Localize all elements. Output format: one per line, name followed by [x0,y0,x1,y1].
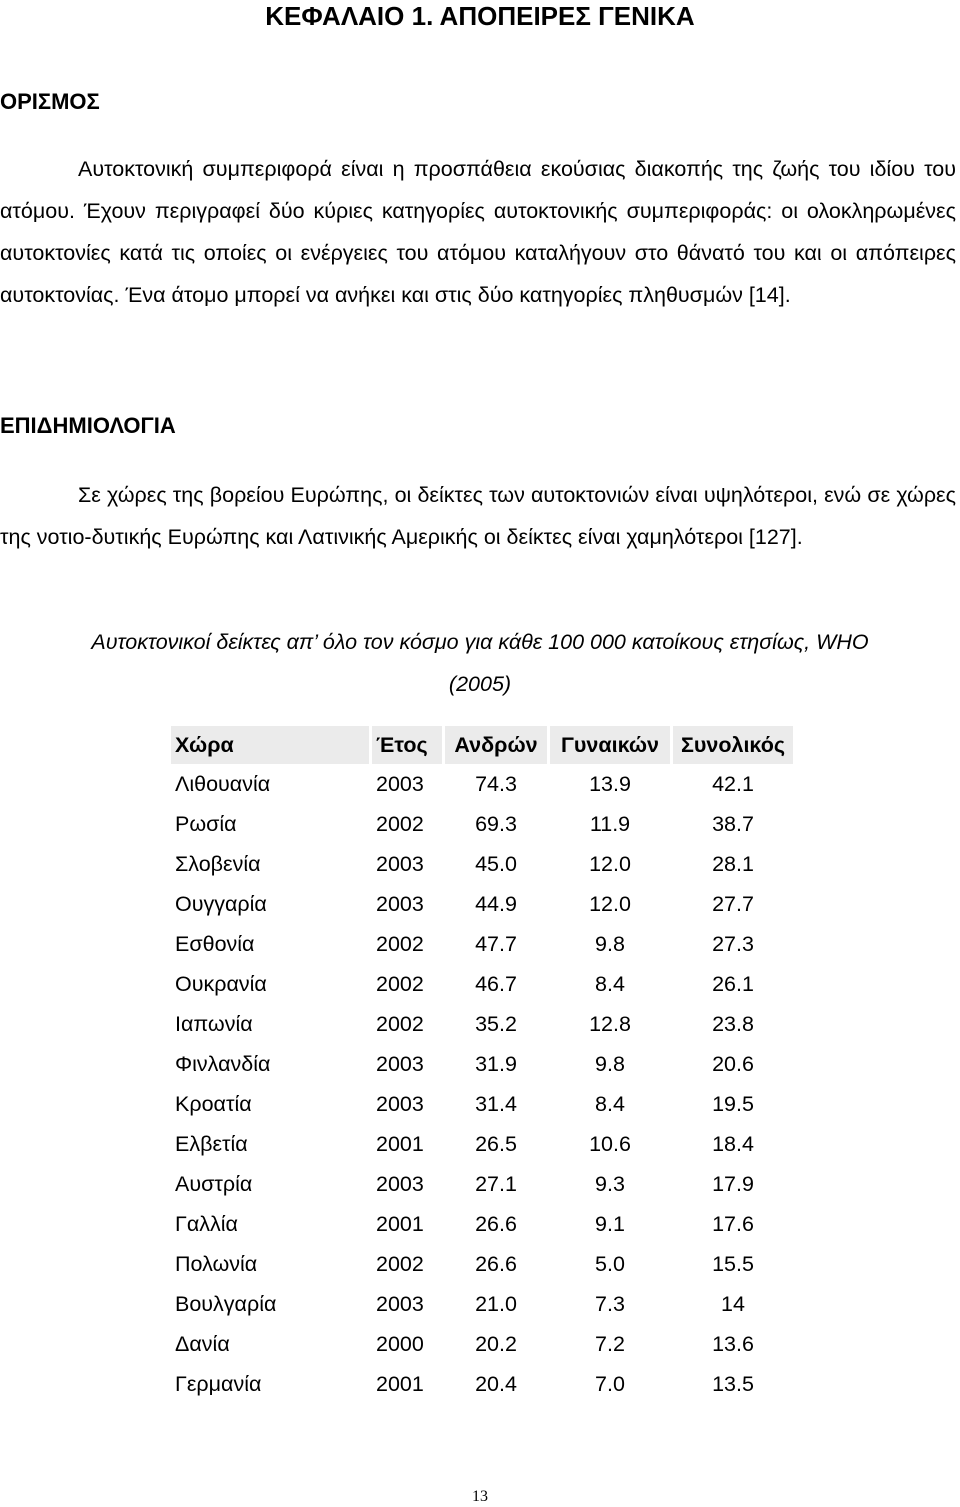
cell-year: 2003 [376,1051,424,1076]
cell-country: Δανία [175,1331,230,1356]
cell-country: Κροατία [175,1091,252,1116]
table-row [171,1004,793,1044]
cell-male: 46.7 [475,971,517,996]
cell-female: 7.3 [595,1291,625,1316]
table-caption-line1: Αυτοκτονικοί δείκτες απ’ όλο τον κόσμο για κάθε 100 000 κατοίκους ετησίως, WHO [91,630,869,654]
cell-female: 12.0 [589,851,631,876]
epidemiology-heading: ΕΠΙΔΗΜΙΟΛΟΓΙΑ [0,413,176,438]
table-header-row [171,726,793,764]
cell-total: 13.6 [712,1331,754,1356]
cell-year: 2002 [376,1251,424,1276]
header-total: Συνολικός [673,726,793,764]
cell-year: 2003 [376,771,424,796]
cell-male: 45.0 [475,851,517,876]
cell-male: 44.9 [475,891,517,916]
cell-female: 8.4 [595,1091,625,1116]
cell-male: 26.6 [475,1211,517,1236]
cell-total: 38.7 [712,811,754,836]
cell-male: 74.3 [475,771,517,796]
cell-female: 12.0 [589,891,631,916]
cell-total: 15.5 [712,1251,754,1276]
table-row [171,1124,793,1164]
table-row [171,1324,793,1364]
cell-total: 17.6 [712,1211,754,1236]
cell-total: 27.7 [712,891,754,916]
cell-year: 2003 [376,1291,424,1316]
header-male: Ανδρών [445,726,547,764]
cell-male: 26.5 [475,1131,517,1156]
table-row [171,924,793,964]
cell-female: 9.3 [595,1171,625,1196]
cell-year: 2002 [376,971,424,996]
cell-country: Ουκρανία [175,971,267,996]
definition-paragraph: Αυτοκτονική συμπεριφορά είναι η προσπάθεια εκούσιας διακοπής της ζωής του ιδίου του ατόμου. Έχουν περιγραφεί δύο κύριες κατηγορίες αυτοκτονικής συμπεριφοράς: οι ολοκληρωμένες αυτοκτονίες κατά τις οποίες οι ενέργειες του ατόμου καταλήγουν στο θάνατό του και οι απόπειρες αυτοκτονίας. Ένα άτομο μπορεί να ανήκει και στις δύο κατηγορίες πληθυσμών [14]. [0,157,956,307]
table-row [171,1164,793,1204]
cell-male: 21.0 [475,1291,517,1316]
cell-male: 47.7 [475,931,517,956]
cell-male: 31.4 [475,1091,517,1116]
cell-male: 69.3 [475,811,517,836]
cell-total: 27.3 [712,931,754,956]
cell-year: 2000 [376,1331,424,1356]
cell-country: Ελβετία [175,1131,248,1156]
cell-total: 20.6 [712,1051,754,1076]
cell-male: 35.2 [475,1011,517,1036]
cell-country: Ουγγαρία [175,891,267,916]
cell-year: 2003 [376,1091,424,1116]
table-row [171,1284,793,1324]
cell-country: Γερμανία [175,1371,262,1396]
cell-male: 31.9 [475,1051,517,1076]
cell-year: 2001 [376,1371,424,1396]
cell-total: 42.1 [712,771,754,796]
cell-country: Ιαπωνία [175,1011,253,1036]
cell-country: Πολωνία [175,1251,258,1276]
table-caption [0,621,960,705]
cell-year: 2003 [376,1171,424,1196]
page-number: 13 [472,1488,488,1505]
cell-total: 17.9 [712,1171,754,1196]
cell-female: 7.2 [595,1331,625,1356]
cell-female: 8.4 [595,971,625,996]
cell-year: 2003 [376,891,424,916]
cell-total: 26.1 [712,971,754,996]
epidemiology-paragraph: Σε χώρες της βορείου Ευρώπης, οι δείκτες των αυτοκτονιών είναι υψηλότεροι, ενώ σε χώρες της νοτιο-δυτικής Ευρώπης και Λατινικής Αμερικής οι δείκτες είναι χαμηλότεροι [127]. [0,483,956,549]
table-row [171,764,793,804]
cell-year: 2001 [376,1131,424,1156]
cell-female: 10.6 [589,1131,631,1156]
table-row [171,884,793,924]
table-row [171,1204,793,1244]
definition-heading: ΟΡΙΣΜΟΣ [0,89,100,114]
header-country: Χώρα [171,726,369,764]
cell-total: 18.4 [712,1131,754,1156]
cell-female: 13.9 [589,771,631,796]
chapter-title: ΚΕΦΑΛΑΙΟ 1. ΑΠΟΠΕΙΡΕΣ ΓΕΝΙΚΑ [265,1,695,31]
cell-total: 13.5 [712,1371,754,1396]
cell-female: 9.1 [595,1211,625,1236]
cell-female: 11.9 [589,811,631,836]
cell-male: 26.6 [475,1251,517,1276]
cell-year: 2002 [376,931,424,956]
cell-country: Φινλανδία [175,1051,271,1076]
cell-year: 2002 [376,1011,424,1036]
cell-year: 2002 [376,811,424,836]
cell-country: Εσθονία [175,931,255,956]
cell-country: Λιθουανία [175,771,271,796]
cell-country: Αυστρία [175,1171,253,1196]
cell-male: 20.4 [475,1371,517,1396]
table-row [171,964,793,1004]
table-row [171,1244,793,1284]
cell-total: 19.5 [712,1091,754,1116]
table-row [171,804,793,844]
table-caption-line2: (2005) [448,672,512,696]
cell-total: 23.8 [712,1011,754,1036]
cell-country: Βουλγαρία [175,1291,277,1316]
cell-total: 14 [721,1291,745,1316]
cell-total: 28.1 [712,851,754,876]
cell-female: 12.8 [589,1011,631,1036]
cell-female: 9.8 [595,931,625,956]
cell-country: Σλοβενία [175,851,261,876]
cell-year: 2001 [376,1211,424,1236]
table-body [171,764,793,1404]
header-year: Έτος [372,726,442,764]
cell-male: 20.2 [475,1331,517,1356]
table-row [171,1364,793,1404]
table-row [171,844,793,884]
table-row [171,1044,793,1084]
cell-female: 7.0 [595,1371,625,1396]
suicide-rates-table [168,726,796,1404]
table-row [171,1084,793,1124]
cell-female: 9.8 [595,1051,625,1076]
cell-country: Ρωσία [175,811,237,836]
cell-female: 5.0 [595,1251,625,1276]
cell-year: 2003 [376,851,424,876]
header-female: Γυναικών [550,726,670,764]
cell-male: 27.1 [475,1171,517,1196]
cell-country: Γαλλία [175,1211,238,1236]
